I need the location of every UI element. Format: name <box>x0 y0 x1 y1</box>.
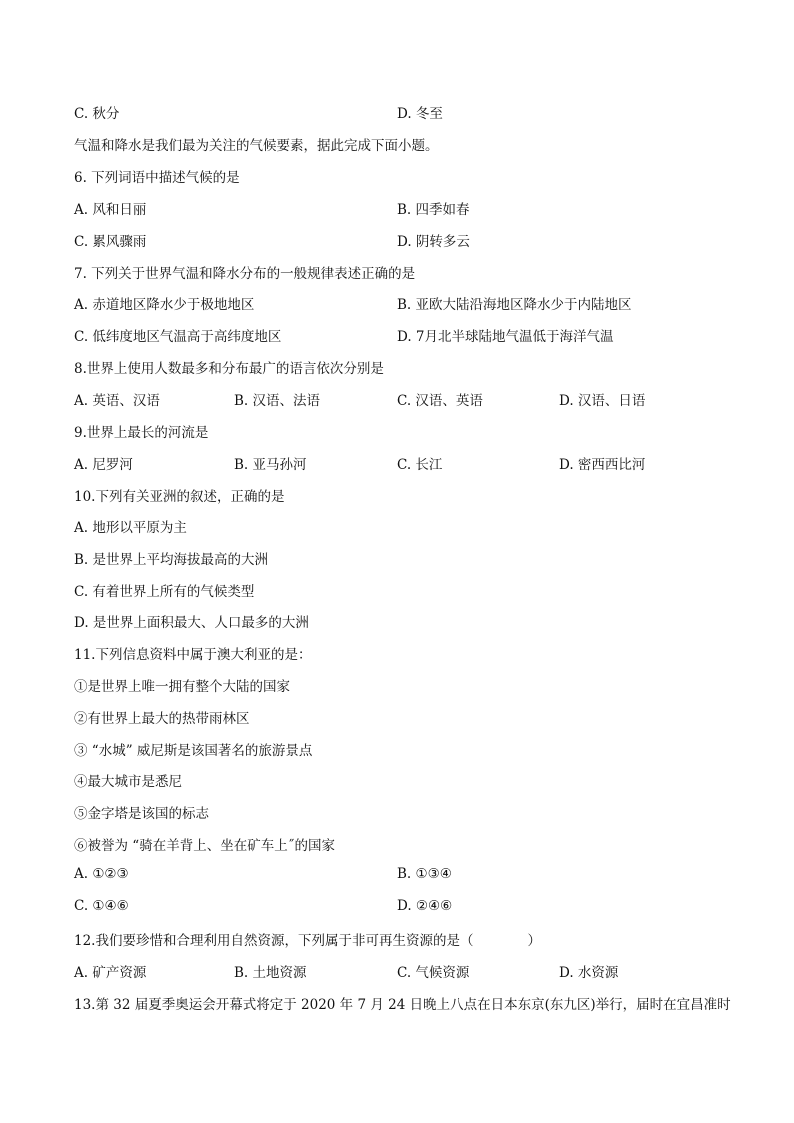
question-7: 7. 下列关于世界气温和降水分布的一般规律表述正确的是 <box>74 266 416 282</box>
q10-option-a: A. 地形以平原为主 <box>74 520 187 536</box>
question-13: 13.第 32 届夏季奥运会开幕式将定于 2020 年 7 月 24 日晚上八点在日本东京(东九区)举行，届时在宜昌准时 <box>74 997 731 1013</box>
q11-statement-5: ⑤金字塔是该国的标志 <box>74 806 209 822</box>
q10-option-c: C. 有着世界上所有的气候类型 <box>74 584 255 600</box>
q11-option-d: D. ②④⑥ <box>397 898 453 914</box>
q8-option-b: B. 汉语、法语 <box>234 393 321 409</box>
q9-option-a: A. 尼罗河 <box>74 457 133 473</box>
q10-option-d: D. 是世界上面积最大、人口最多的大洲 <box>74 615 309 631</box>
q12-option-a: A. 矿产资源 <box>74 965 147 981</box>
question-11: 11.下列信息资料中属于澳大利亚的是： <box>74 647 312 663</box>
q11-option-b: B. ①③④ <box>397 866 452 882</box>
q11-statement-2: ②有世界上最大的热带雨林区 <box>74 711 250 727</box>
q6-option-a: A. 风和日丽 <box>74 202 147 218</box>
question-6: 6. 下列词语中描述气候的是 <box>74 170 240 186</box>
q5-option-d: D. 冬至 <box>397 106 443 122</box>
q6-option-c: C. 累风骤雨 <box>74 234 147 250</box>
q7-option-d: D. 7月北半球陆地气温低于海洋气温 <box>397 329 614 345</box>
q5-option-c: C. 秋分 <box>74 106 120 122</box>
q12-option-c: C. 气候资源 <box>397 965 470 981</box>
q6-option-d: D. 阴转多云 <box>397 234 470 250</box>
q7-option-b: B. 亚欧大陆沿海地区降水少于内陆地区 <box>397 297 632 313</box>
question-9: 9.世界上最长的河流是 <box>74 425 209 441</box>
q7-option-a: A. 赤道地区降水少于极地地区 <box>74 297 255 313</box>
q12-option-b: B. 土地资源 <box>234 965 307 981</box>
q11-statement-6: ⑥被誉为 “骑在羊背上、坐在矿车上˝的国家 <box>74 838 335 854</box>
q11-option-a: A. ①②③ <box>74 866 129 882</box>
q8-option-c: C. 汉语、英语 <box>397 393 483 409</box>
q11-statement-3: ③ “水城” 威尼斯是该国著名的旅游景点 <box>74 743 313 759</box>
q6-option-b: B. 四季如春 <box>397 202 470 218</box>
q9-option-d: D. 密西西比河 <box>559 457 646 473</box>
q9-option-b: B. 亚马孙河 <box>234 457 307 473</box>
q8-option-d: D. 汉语、日语 <box>559 393 646 409</box>
question-10: 10.下列有关亚洲的叙述，正确的是 <box>74 489 285 505</box>
question-12: 12.我们要珍惜和合理利用自然资源，下列属于非可再生资源的是（ ） <box>74 933 541 949</box>
q7-option-c: C. 低纬度地区气温高于高纬度地区 <box>74 329 282 345</box>
q11-option-c: C. ①④⑥ <box>74 898 129 914</box>
q12-option-d: D. 水资源 <box>559 965 619 981</box>
q10-option-b: B. 是世界上平均海拔最高的大洲 <box>74 552 269 568</box>
q11-statement-1: ①是世界上唯一拥有整个大陆的国家 <box>74 679 290 695</box>
question-8: 8.世界上使用人数最多和分布最广的语言依次分别是 <box>74 361 384 377</box>
q8-option-a: A. 英语、汉语 <box>74 393 160 409</box>
q11-statement-4: ④最大城市是悉尼 <box>74 774 182 790</box>
section-intro: 气温和降水是我们最为关注的气候要素，据此完成下面小题。 <box>74 138 439 154</box>
q9-option-c: C. 长江 <box>397 457 443 473</box>
